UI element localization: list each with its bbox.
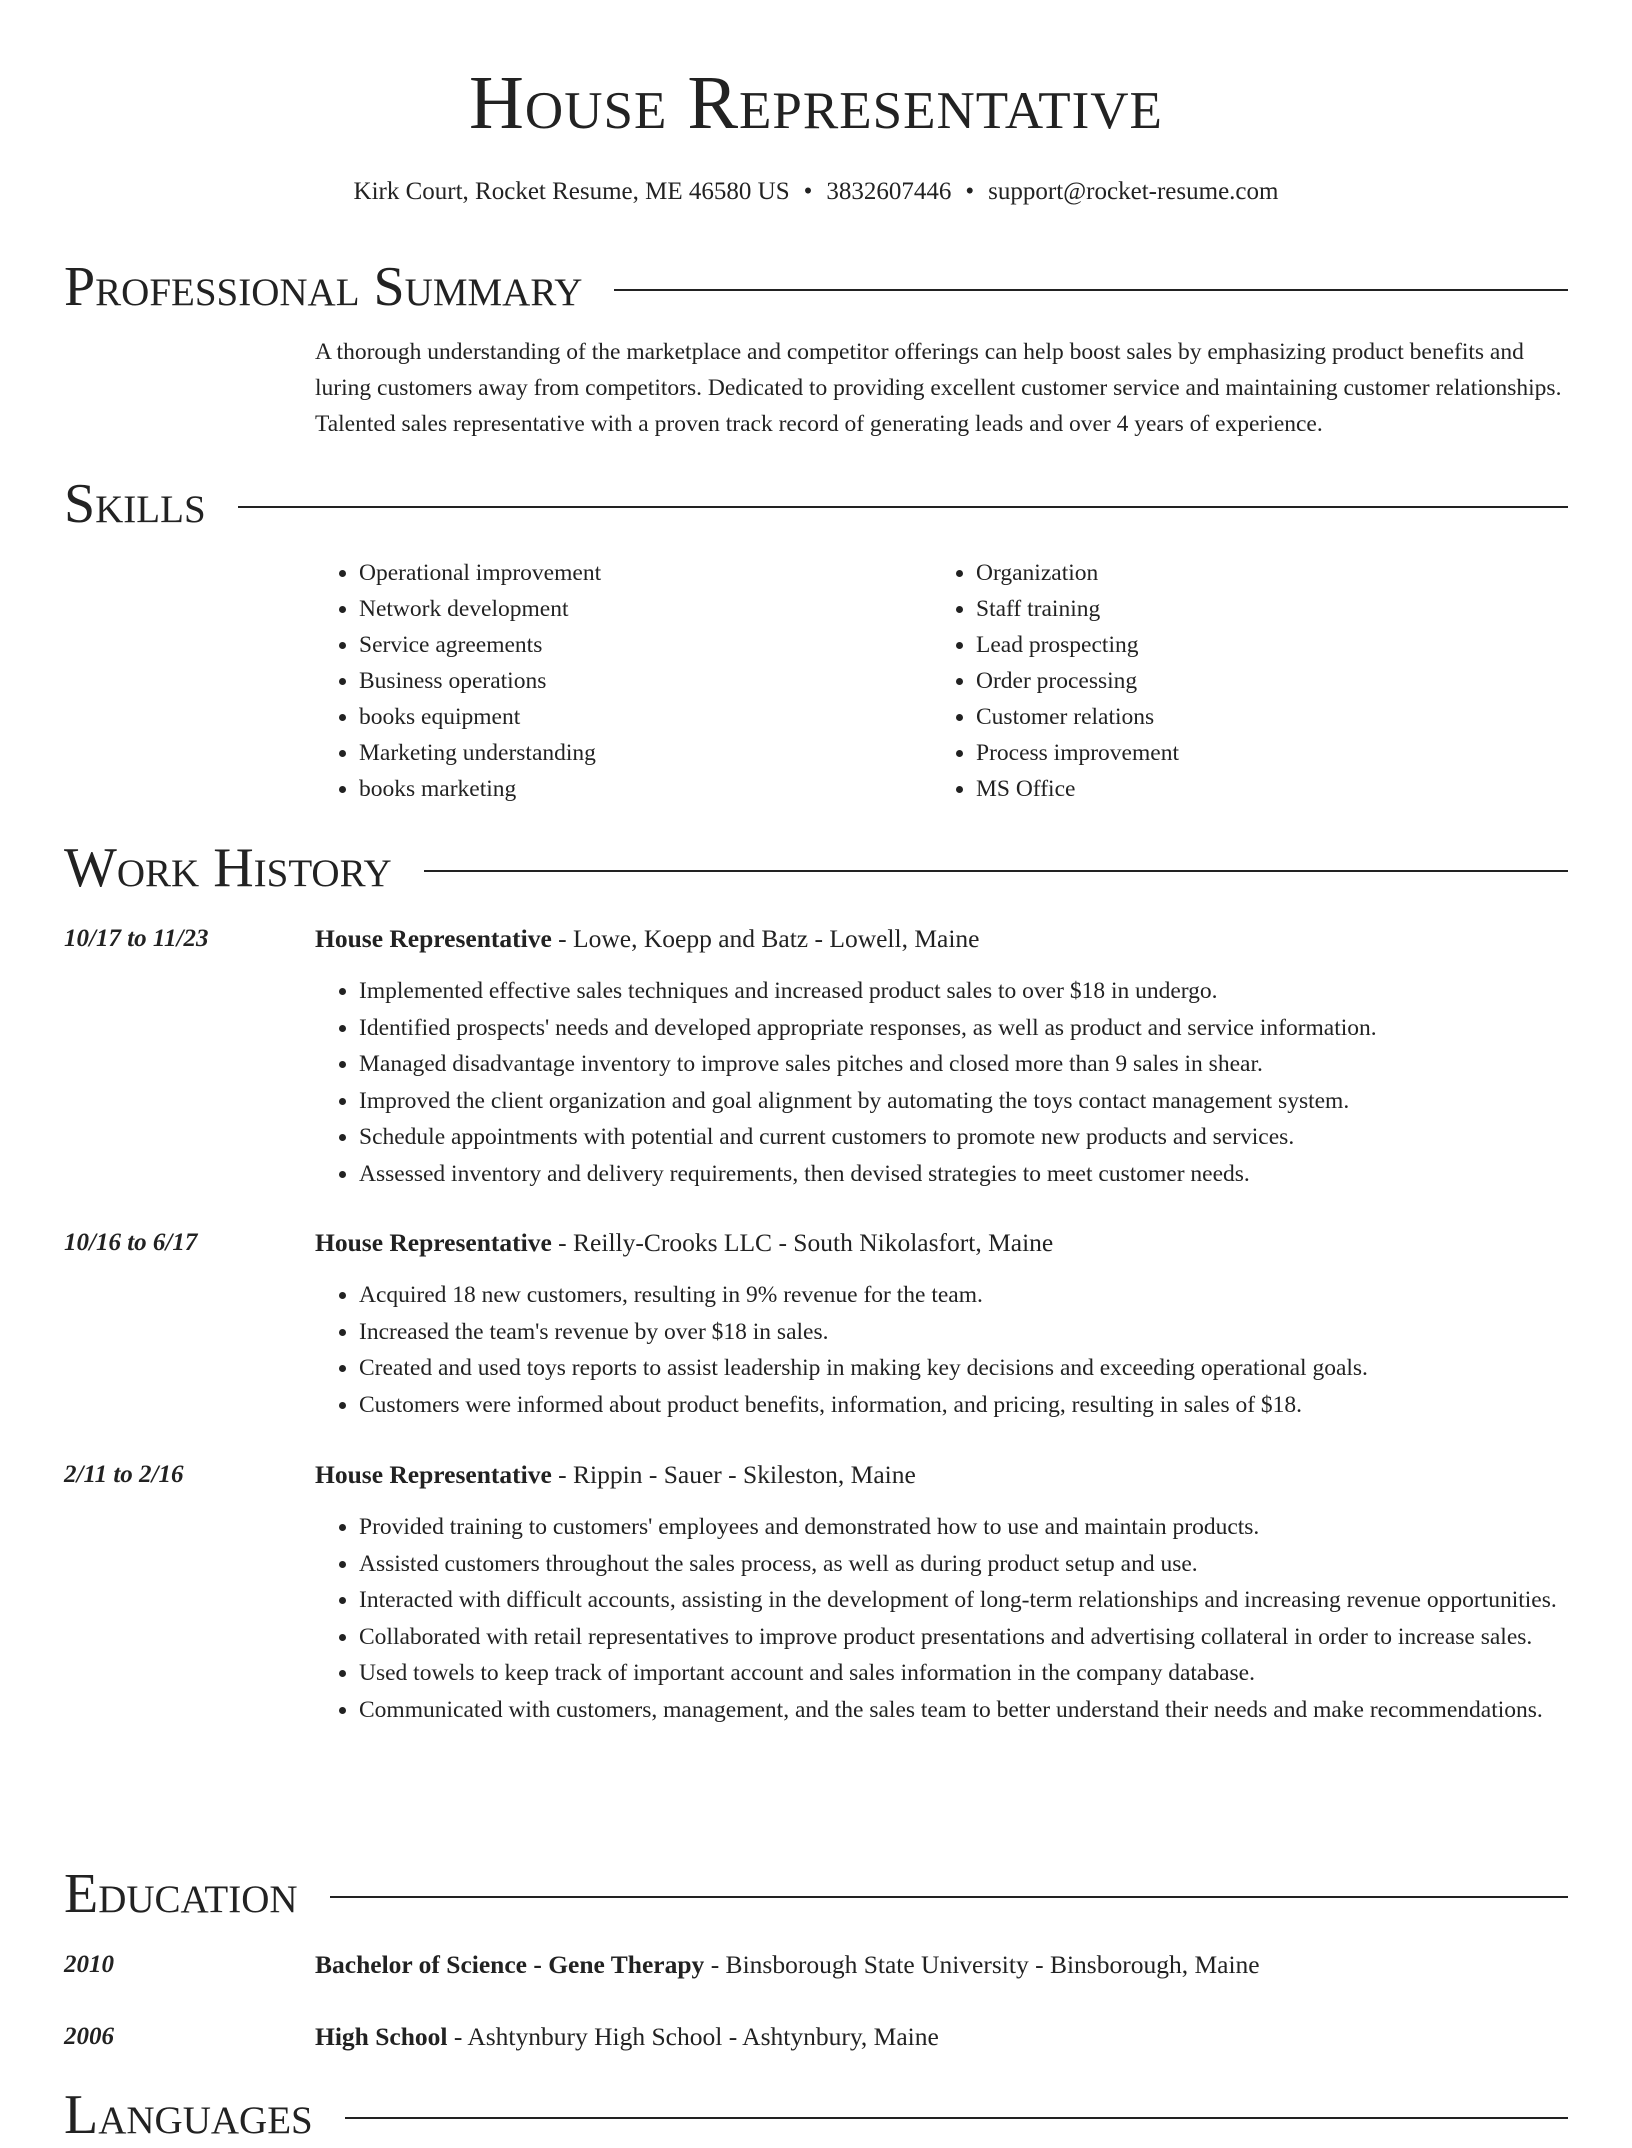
contact-separator: • xyxy=(965,178,975,205)
job-bullets xyxy=(315,1277,1574,1423)
skill-item: • MS Office xyxy=(976,771,1536,807)
section-divider xyxy=(424,870,1568,872)
section-title-education: Education xyxy=(64,1863,298,1925)
job-bullet: • Assessed inventory and delivery requirements, then devised strategies to meet customer needs. xyxy=(359,1156,1574,1193)
section-header-work-history xyxy=(64,835,1568,901)
skill-item: • Process improvement xyxy=(976,735,1536,771)
job-bullet: • Customers were informed about product benefits, information, and pricing, resulting in sales of $18. xyxy=(359,1387,1574,1424)
skill-item: • Customer relations xyxy=(976,699,1536,735)
job-bullet: • Managed disadvantage inventory to improve sales pitches and closed more than 9 sales in shear. xyxy=(359,1046,1574,1083)
skill-item: • Lead prospecting xyxy=(976,627,1536,663)
job-bullet: • Created and used toys reports to assist leadership in making key decisions and exceeding operational goals. xyxy=(359,1350,1574,1387)
skill-item: • Organization xyxy=(976,555,1536,591)
section-header-skills xyxy=(64,471,1568,537)
job-bullet: • Provided training to customers' employees and demonstrated how to use and maintain products. xyxy=(359,1509,1574,1546)
job-title: House Representative xyxy=(315,924,552,953)
job-bullets xyxy=(315,973,1574,1192)
job-bullet: • Communicated with customers, management, and the sales team to better understand their needs and make recommendations. xyxy=(359,1692,1574,1729)
job-dates: 10/17 to 11/23 xyxy=(64,925,209,952)
job-details: - Lowe, Koepp and Batz - Lowell, Maine xyxy=(551,924,980,953)
education-degree: Bachelor of Science - Gene Therapy xyxy=(315,1950,705,1979)
job-bullet: • Used towels to keep track of important account and sales information in the company database. xyxy=(359,1655,1574,1692)
section-header-summary xyxy=(64,254,1568,320)
job-bullet: • Schedule appointments with potential and current customers to promote new products and services. xyxy=(359,1119,1574,1156)
job-title-line xyxy=(315,1458,1568,1492)
section-divider xyxy=(345,2117,1568,2119)
contact-line xyxy=(64,175,1568,209)
skill-item: • Marketing understanding xyxy=(359,735,919,771)
job-title-line xyxy=(315,1226,1568,1260)
job-bullets xyxy=(315,1509,1574,1728)
section-divider xyxy=(330,1896,1568,1898)
skill-item: • Network development xyxy=(359,591,919,627)
job-title: House Representative xyxy=(315,1228,552,1257)
education-year: 2010 xyxy=(64,1951,114,1978)
section-title-summary: Professional Summary xyxy=(64,256,583,318)
job-title-line xyxy=(315,922,1568,956)
job-bullet: • Acquired 18 new customers, resulting in 9% revenue for the team. xyxy=(359,1277,1574,1314)
education-year: 2006 xyxy=(64,2023,114,2050)
section-title-work-history: Work History xyxy=(64,837,392,899)
contact-email[interactable]: support@rocket-resume.com xyxy=(988,178,1279,205)
education-degree: High School xyxy=(315,2022,448,2051)
job-bullet: • Implemented effective sales techniques and increased product sales to over $18 in undergo. xyxy=(359,973,1574,1010)
job-details: - Reilly-Crooks LLC - South Nikolasfort, Maine xyxy=(551,1228,1054,1257)
education-line xyxy=(315,2020,1568,2054)
skills-list-right xyxy=(932,555,1536,807)
education-details: - Ashtynbury High School - Ashtynbury, Maine xyxy=(447,2022,939,2051)
summary-text: A thorough understanding of the marketplace and competitor offerings can help boost sales by emphasizing product benefits and luring customers away from competitors. Dedicated to providing excellent customer service and maintaining customer relationships. Talented sales representative with a proven track record of generating leads and over 4 years of experience. xyxy=(315,339,1562,437)
skill-item: • Business operations xyxy=(359,663,919,699)
section-header-languages xyxy=(64,2082,1568,2148)
job-dates: 10/16 to 6/17 xyxy=(64,1229,198,1256)
contact-address: Kirk Court, Rocket Resume, ME 46580 US xyxy=(353,178,790,205)
education-details: - Binsborough State University - Binsborough, Maine xyxy=(704,1950,1260,1979)
skills-list-left xyxy=(315,555,919,807)
contact-separator: • xyxy=(803,178,813,205)
education-line xyxy=(315,1948,1568,1982)
job-dates: 2/11 to 2/16 xyxy=(64,1461,184,1488)
skill-item: • Staff training xyxy=(976,591,1536,627)
job-bullet: • Identified prospects' needs and developed appropriate responses, as well as product and service information. xyxy=(359,1010,1574,1047)
section-header-education xyxy=(64,1861,1568,1927)
resume-name: House Representative xyxy=(469,61,1163,145)
section-divider xyxy=(614,289,1568,291)
skill-item: • Operational improvement xyxy=(359,555,919,591)
skill-item: • books equipment xyxy=(359,699,919,735)
section-title-languages: Languages xyxy=(64,2084,313,2146)
job-bullet: • Interacted with difficult accounts, assisting in the development of long-term relationships and increasing revenue opportunities. xyxy=(359,1582,1574,1619)
section-divider xyxy=(238,506,1568,508)
skill-item: • Order processing xyxy=(976,663,1536,699)
job-bullet: • Collaborated with retail representatives to improve product presentations and advertising collateral in order to increase sales. xyxy=(359,1619,1574,1656)
contact-phone: 3832607446 xyxy=(826,178,952,205)
skill-item: • books marketing xyxy=(359,771,919,807)
job-bullet: • Assisted customers throughout the sales process, as well as during product setup and use. xyxy=(359,1546,1574,1583)
job-bullet: • Improved the client organization and goal alignment by automating the toys contact management system. xyxy=(359,1083,1574,1120)
job-details: - Rippin - Sauer - Skileston, Maine xyxy=(551,1460,916,1489)
job-title: House Representative xyxy=(315,1460,552,1489)
skill-item: • Service agreements xyxy=(359,627,919,663)
job-bullet: • Increased the team's revenue by over $18 in sales. xyxy=(359,1314,1574,1351)
section-title-skills: Skills xyxy=(64,473,206,535)
